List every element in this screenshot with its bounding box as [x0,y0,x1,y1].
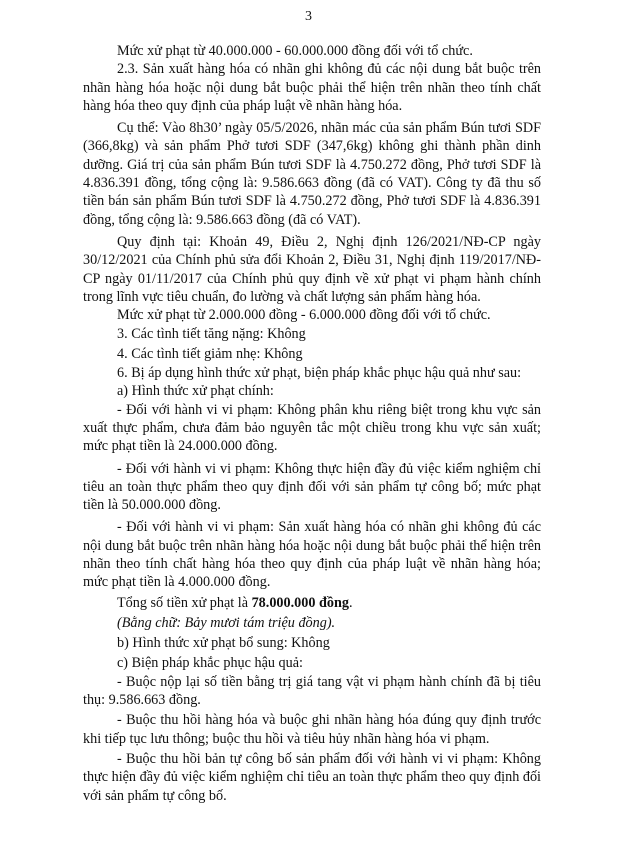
total-fine-in-words: (Bằng chữ: Bảy mươi tám triệu đồng). [117,614,336,631]
penalty-item-3: - Đối với hành vi vi phạm: Sản xuất hàng hóa có nhãn ghi không đủ các nội dung bắt buộc trên nhãn hàng hóa hoặc nội dung bắt buộc phải thể hiện trên nhãn theo tính chất hàng hóa theo quy định của pháp luật về nhãn hàng hóa; mức phạt tiền là 4.000.000 đồng. [83,519,541,591]
penalty-section-heading: 6. Bị áp dụng hình thức xử phạt, biện pháp khắc phục hậu quả như sau: [117,365,522,382]
total-fine [83,594,541,612]
aggravating-circumstances: 3. Các tình tiết tăng nặng: Không [117,326,306,343]
fine-range-organization-1: Mức xử phạt từ 40.000.000 - 60.000.000 đồng đối với tổ chức. [117,43,473,59]
additional-penalty: b) Hình thức xử phạt bổ sung: Không [117,635,330,652]
total-fine-amount: 78.000.000 đồng [251,594,349,611]
violation-item-2-3: 2.3. Sản xuất hàng hóa có nhãn ghi không đủ các nội dung bắt buộc trên nhãn hàng hóa hoặc nội dung bắt buộc phải thể hiện trên nhãn theo tính chất hàng hóa theo quy định của pháp luật về nhãn hàng hóa. [83,61,541,114]
main-penalty-heading: a) Hình thức xử phạt chính: [117,383,274,400]
mitigating-circumstances: 4. Các tình tiết giảm nhẹ: Không [117,345,303,362]
remedial-item-2: - Buộc thu hồi hàng hóa và buộc ghi nhãn hàng hóa đúng quy định trước khi tiếp tục lưu thông; buộc thu hồi và tiêu hủy nhãn hàng hóa vi phạm. [83,712,541,747]
legal-basis: Quy định tại: Khoản 49, Điều 2, Nghị định 126/2021/NĐ-CP ngày 30/12/2021 của Chính phủ sửa đổi Khoản 2, Điều 31, Nghị định 119/2017/NĐ-CP ngày 01/11/2017 của Chính phủ quy định về xử phạt vi phạm hành chính trong lĩnh vực tiêu chuẩn, đo lường và chất lượng sản phẩm hàng hóa. [83,233,541,305]
document-body [83,42,541,805]
remedial-item-1: - Buộc nộp lại số tiền bằng trị giá tang vật vi phạm hành chính đã bị tiêu thụ: 9.586.663 đồng. [83,673,541,709]
fine-range-organization-2: Mức xử phạt từ 2.000.000 đồng - 6.000.000 đồng đối với tổ chức. [117,307,491,324]
penalty-item-2: - Đối với hành vi vi phạm: Không thực hiện đầy đủ việc kiểm nghiệm chỉ tiêu an toàn thực phẩm theo quy định đối với sản phẩm tự công bố; mức phạt tiền là 50.000.000 đồng. [83,460,541,514]
total-fine-prefix: Tổng số tiền xử phạt là [117,594,252,611]
page-number: 3 [305,9,312,24]
penalty-item-1: - Đối với hành vi vi phạm: Không phân khu riêng biệt trong khu vực sản xuất thực phẩm, chưa đảm bảo nguyên tắc một chiều trong khu vực sản xuất; mức phạt tiền là 24.000.000 đồng. [83,401,541,455]
remedial-item-3: - Buộc thu hồi bản tự công bố sản phẩm đối với hành vi vi phạm: Không thực hiện đầy đủ việc kiểm nghiệm chỉ tiêu an toàn thực phẩm theo quy định đối với sản phẩm tự công bố. [83,750,541,804]
remedial-measures-heading: c) Biện pháp khắc phục hậu quả: [117,654,303,671]
violation-details: Cụ thể: Vào 8h30’ ngày 05/5/2026, nhãn mác của sản phẩm Bún tươi SDF (366,8kg) và sản phẩm Phở tươi SDF (347,6kg) không ghi thành phần dinh dưỡng. Giá trị của sản phẩm Bún tươi SDF là 4.750.272 đồng, Phở tươi SDF là 4.836.391 đồng, tổng cộng là: 9.586.663 đồng (đã có VAT). Công ty đã thu số tiền bán sản phẩm Bún tươi SDF là 4.750.272 đồng, Phở tươi SDF là 4.836.391 đồng, tổng cộng là: 9.586.663 đồng (đã có VAT). [83,120,541,228]
total-fine-suffix: . [348,594,353,611]
